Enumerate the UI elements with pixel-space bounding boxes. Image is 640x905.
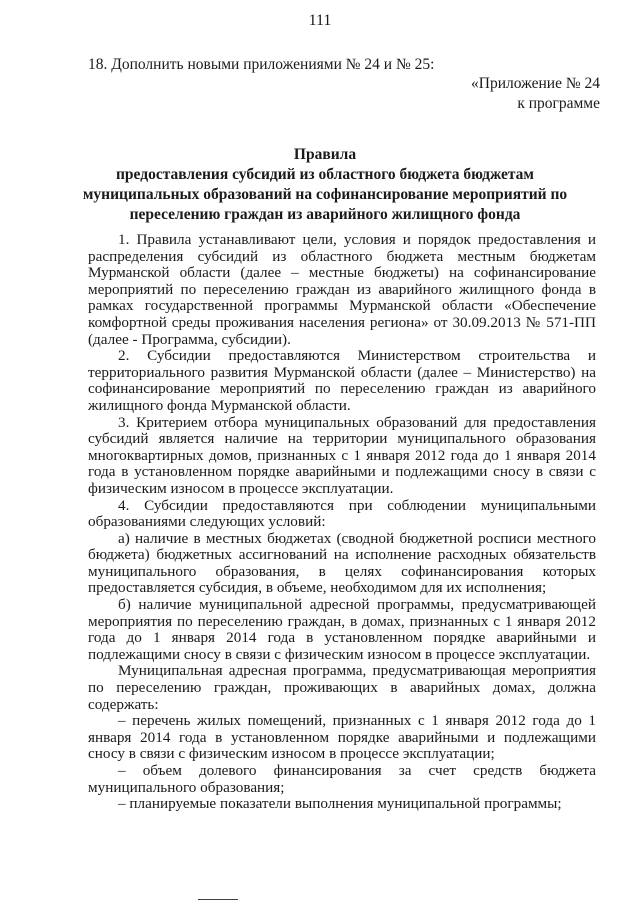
paragraph-1: 1. Правила устанавливают цели, условия и порядок предоставления и распределения субсидий из областного бюджета местным бюджетам Мурманской области (далее – местные бюджеты) на софинансирование мероприятий по переселению граждан из аварийного жилищного фонда в рамках государственной программы Мурманской области «Обеспечение комфортной среды проживания населения региона» от 30.09.2013 № 571-ПП (далее - Программа, субсидии). <box>88 231 596 348</box>
paragraph-4a: а) наличие в местных бюджетах (сводной бюджетной росписи местного бюджета) бюджетных ассигнований на исполнение расходных обязательств муниципального образования, в целях софинансирования которых предоставляется субсидия, в объеме, необходимом для их исполнения; <box>88 529 596 597</box>
paragraph-4b: б) наличие муниципальной адресной программы, предусматривающей мероприятия по переселению граждан, в домах, признанных с 1 января 2012 года до 1 января 2014 года в установленном порядке аварийными и подлежащими сносу в связи с физическим износом в процессе эксплуатации. <box>88 596 596 663</box>
list-item-funding: – объем долевого финансирования за счет средств бюджета муниципального образования; <box>88 762 596 796</box>
appendix-line-1: «Приложение № 24 <box>471 75 600 92</box>
paragraph-2: 2. Субсидии предоставляются Министерством строительства и территориального развития Мурманской области (далее – Министерство) на софинансирование мероприятий по переселению граждан из аварийного жилищного фонда Мурманской области. <box>88 347 596 414</box>
paragraph-3: 3. Критерием отбора муниципальных образований для предоставления субсидий является наличие на территории муниципального образования многоквартирных домов, признанных с 1 января 2012 года до 1 января 2014 года в установленном порядке аварийными и подлежащими сносу в связи с физическим износом в процессе эксплуатации. <box>88 413 596 497</box>
footer-divider <box>198 899 238 900</box>
list-item-indicators: – планируемые показатели выполнения муниципальной программы; <box>118 795 562 813</box>
intro-line: 18. Дополнить новыми приложениями № 24 и № 25: <box>88 56 435 73</box>
paragraph-4: 4. Субсидии предоставляются при соблюдении муниципальными образованиями следующих условий: <box>88 496 596 531</box>
title-line-1: предоставления субсидий из областного бюджета бюджетам <box>116 166 534 183</box>
document-body <box>88 232 596 813</box>
title-line-3: переселению граждан из аварийного жилищного фонда <box>129 206 521 223</box>
list-item-housing: – перечень жилых помещений, признанных с 1 января 2012 года до 1 января 2014 года в установленном порядке аварийными и подлежащими сносу в связи с физическим износом в процессе эксплуатации; <box>88 712 596 763</box>
document-title <box>80 145 570 225</box>
appendix-line-2: к программе <box>517 95 600 112</box>
title-line-2: муниципальных образований на софинансирование мероприятий по <box>82 186 568 203</box>
title-main: Правила <box>293 146 357 163</box>
page-number: 111 <box>308 12 332 29</box>
paragraph-program: Муниципальная адресная программа, предусматривающая мероприятия по переселению граждан, проживающих в аварийных домах, должна содержать: <box>88 662 596 713</box>
appendix-reference <box>471 74 600 114</box>
